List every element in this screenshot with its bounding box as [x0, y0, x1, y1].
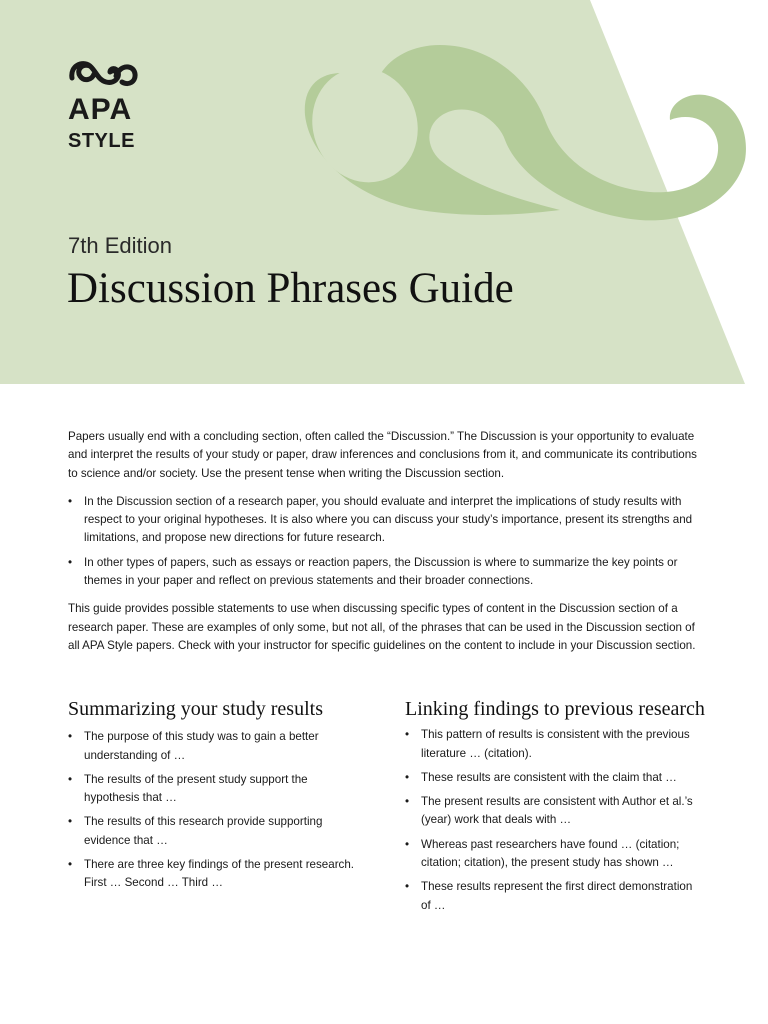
- list-item: • The results of the present study support the hypothesis that …: [68, 771, 358, 808]
- section-summarizing: [68, 700, 358, 899]
- phrase-list: [405, 726, 705, 915]
- list-item: • This pattern of results is consistent with the previous literature … (citation).: [405, 726, 705, 763]
- logo-text-style: STYLE: [68, 130, 135, 152]
- list-item: • These results represent the first direct demonstration of …: [405, 878, 705, 915]
- section-heading: Summarizing your study results: [68, 698, 323, 720]
- apa-swirl-icon: [68, 58, 138, 92]
- edition-label: 7th Edition: [68, 233, 172, 258]
- intro-paragraph: This guide provides possible statements to use when discussing specific types of content in the Discussion section of a research paper. These are examples of only some, but not all, of the phrases that can be used in the Discussion section of all APA Style papers. Check with your instructor for specific guidelines on the content to include in your Discussion section.: [68, 602, 696, 652]
- list-item: • These results are consistent with the claim that …: [405, 769, 705, 787]
- list-item: • The present results are consistent with Author et al.’s (year) work that deals with …: [405, 793, 705, 830]
- list-item: • In the Discussion section of a research paper, you should evaluate and interpret the implications of study results with respect to your original hypotheses. It is also where you can discuss your study’s importance, present its strengths and limitations, and propose new directions for future research.: [68, 493, 708, 548]
- list-item: • The purpose of this study was to gain a better understanding of …: [68, 728, 358, 765]
- section-heading: Linking findings to previous research: [405, 698, 705, 720]
- list-item: • The results of this research provide supporting evidence that …: [68, 813, 358, 850]
- intro-paragraph: Papers usually end with a concluding section, often called the “Discussion.” The Discussion is your opportunity to evaluate and interpret the results of your study or paper, draw inferences and conclusions from it, and communicate its contributions to science and/or society. Use the present tense when writing the Discussion section.: [68, 430, 697, 480]
- intro-section: [68, 428, 708, 665]
- section-linking: [405, 700, 705, 921]
- list-item: • In other types of papers, such as essays or reaction papers, the Discussion is where to summarize the key points or themes in your paper and reflect on previous statements and their broader connections.: [68, 554, 708, 591]
- list-item: • There are three key findings of the present research. First … Second … Third …: [68, 856, 358, 893]
- list-item: • Whereas past researchers have found … (citation; citation; citation), the present study has shown …: [405, 836, 705, 873]
- phrase-list: [68, 728, 358, 892]
- logo-text-apa: APA: [68, 93, 133, 126]
- intro-bullet-list: [68, 493, 708, 590]
- page-title: Discussion Phrases Guide: [67, 265, 514, 312]
- header-banner: [0, 0, 768, 384]
